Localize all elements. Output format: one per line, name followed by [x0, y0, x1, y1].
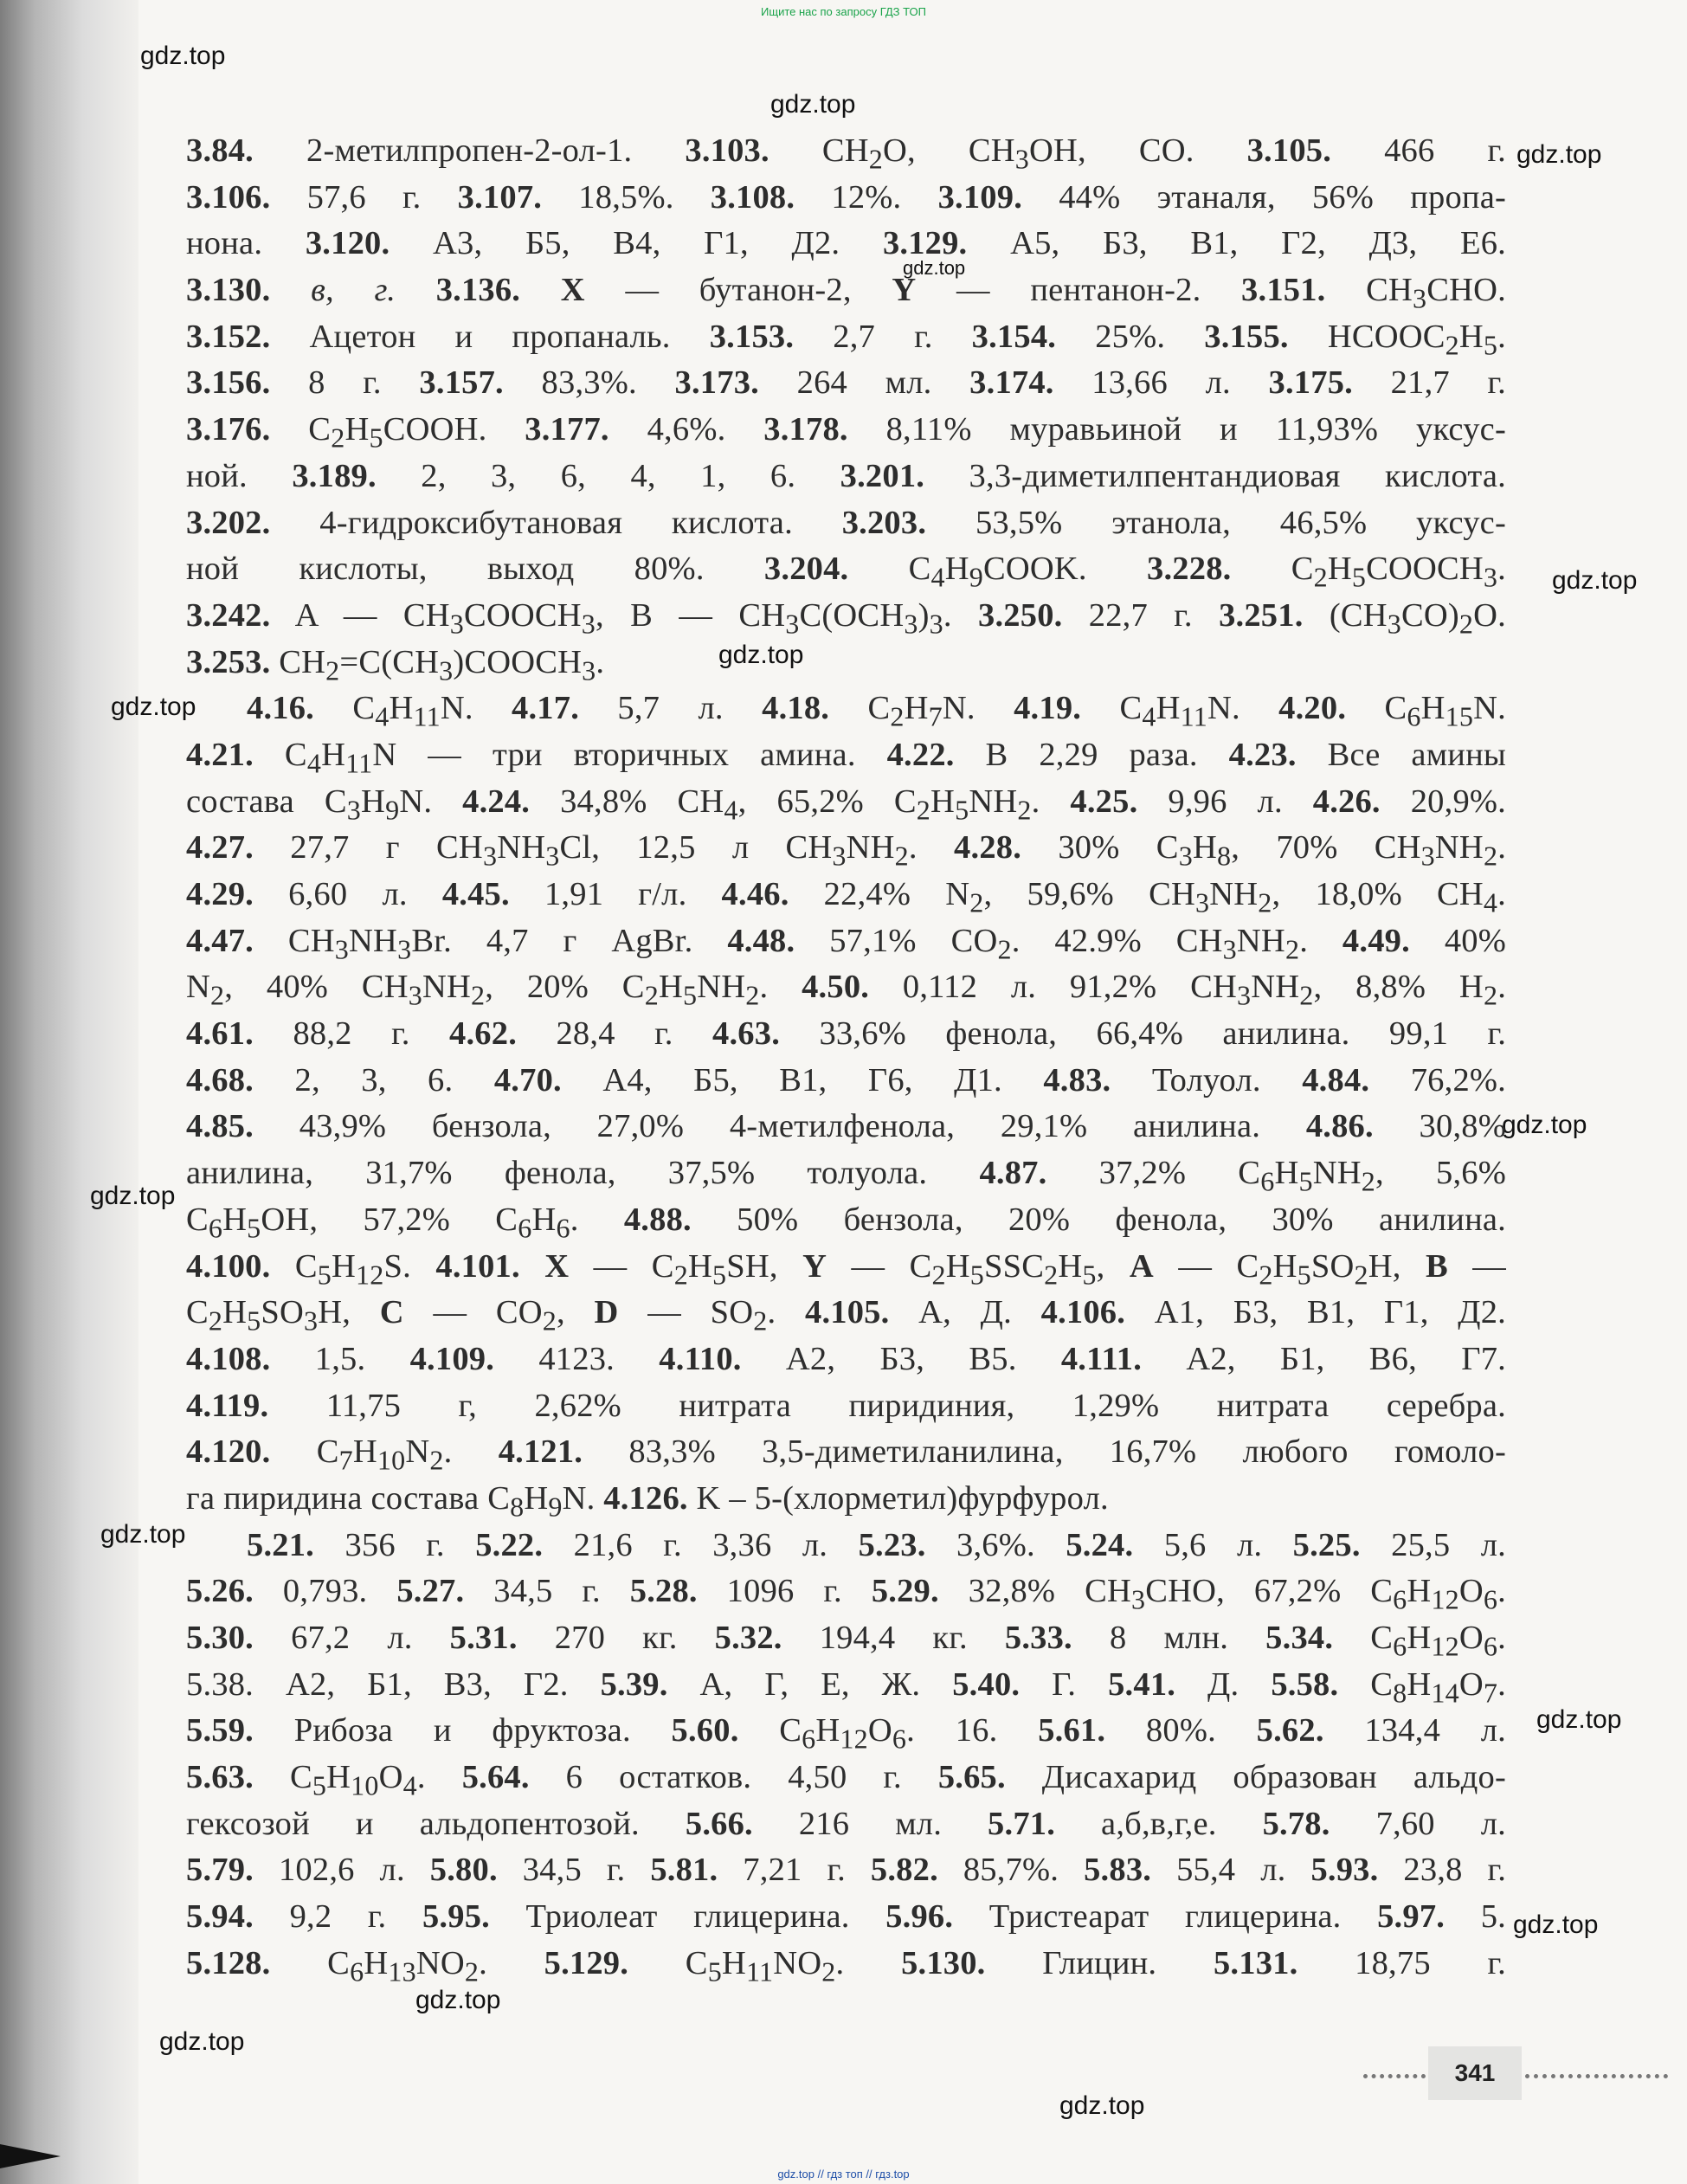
text-line: 4.21. $C_4H_{11}N$ — три вторичных амина. 4.22. В 2,29 раза. 4.23. Все амины	[186, 736, 1506, 779]
text-line: 5.21. 356 г. 5.22. 21,6 г. 3,36 л. 5.23. 3,6%. 5.24. 5,6 л. 5.25. 25,5 л.	[247, 1526, 1506, 1563]
page-number: 341	[1428, 2046, 1522, 2100]
top-banner: Ищите нас по запросу ГДЗ ТОП	[761, 5, 926, 18]
answers-text-block	[186, 128, 1506, 1988]
text-line: 3.242. A — $CH_3COOCH_3$, B — $CH_3C(OCH_3)_3$. 3.250. 22,7 г. 3.251. $(CH_3CO)_2O$.	[186, 596, 1507, 640]
text-line: 3.130. в, г. 3.136. X — бутанон-2, Y — пентанон-2. 3.151. $CH_3CHO$.	[186, 272, 1506, 314]
text-line: 4.100. $C_5H_{12}S$. 4.101. X — $C_2H_5SH$, Y — $C_2H_5SSC_2H_5$, A — $C_2H_5SO_2H$, B —	[186, 1247, 1506, 1291]
text-line: 4.120. $C_7H_{10}N_2$. 4.121. 83,3% 3,5-диметиланилина, 16,7% любого гомоло-	[186, 1433, 1506, 1476]
page-number-dots-right	[1525, 2071, 1668, 2078]
bottom-banner: gdz.top // гдз топ // гдз.top	[777, 2168, 910, 2181]
text-line: га пиридина состава $C_8H_9N$. 4.126. K – 5-(хлорметил)фурфурол.	[186, 1479, 1109, 1523]
text-line: нона. 3.120. А3, Б5, В4, Г1, Д2. 3.129. А5, Б3, В1, Г2, Д3, Е6.	[186, 225, 1506, 262]
text-line: 5.128. $C_6H_{13}NO_2$. 5.129. $C_5H_{11}NO_2$. 5.130. Глицин. 5.131. 18,75 г.	[186, 1944, 1506, 1988]
text-line: 3.202. 4-гидроксибутановая кислота. 3.203. 53,5% этанола, 46,5% уксус-	[186, 504, 1506, 541]
text-line: 5.79. 102,6 л. 5.80. 34,5 г. 5.81. 7,21 г. 5.82. 85,7%. 5.83. 55,4 л. 5.93. 23,8 г.	[186, 1852, 1507, 1889]
watermark: gdz.top	[159, 2027, 245, 2056]
text-line: 4.108. 1,5. 4.109. 4123. 4.110. А2, Б3, В5. 4.111. А2, Б1, В6, Г7.	[186, 1340, 1506, 1377]
watermark: gdz.top	[1536, 1705, 1622, 1734]
text-line: 4.61. 88,2 г. 4.62. 28,4 г. 4.63. 33,6% фенола, 66,4% анилина. 99,1 г.	[186, 1015, 1507, 1053]
text-line: 5.26. 0,793. 5.27. 34,5 г. 5.28. 1096 г. 5.29. 32,8% $CH_3CHO$, 67,2% $C_6H_{12}O_6$.	[186, 1573, 1506, 1615]
text-line: состава $C_3H_9N$. 4.24. 34,8% $CH_4$, 65,2% $C_2H_5NH_2$. 4.25. 9,96 л. 4.26. 20,9%.	[186, 783, 1507, 826]
text-line: ной. 3.189. 2, 3, 6, 4, 1, 6. 3.201. 3,3-диметилпентандиовая кислота.	[186, 457, 1506, 494]
text-line: 5.94. 9,2 г. 5.95. Триолеат глицерина. 5.96. Тристеарат глицерина. 5.97. 5.	[186, 1898, 1506, 1936]
book-spine-shadow	[0, 0, 138, 2184]
text-line: $C_2H_5SO_3H$, C — $CO_2$, D — $SO_2$. 4.105. А, Д. 4.106. А1, Б3, В1, Г1, Д2.	[186, 1294, 1506, 1337]
text-line: 4.47. $CH_3NH_3Br$. 4,7 г AgBr. 4.48. 57,1% $CO_2$. 42.9% $CH_3NH_2$. 4.49. 40%	[186, 922, 1506, 965]
watermark: gdz.top	[1502, 1111, 1587, 1139]
text-line: анилина, 31,7% фенола, 37,5% толуола. 4.87. 37,2% $C_6H_5NH_2$, 5,6%	[186, 1155, 1506, 1197]
text-line: 4.68. 2, 3, 6. 4.70. А4, Б5, В1, Г6, Д1. 4.83. Толуол. 4.84. 76,2%.	[186, 1061, 1506, 1098]
text-line: 3.152. Ацетон и пропаналь. 3.153. 2,7 г. 3.154. 25%. 3.155. $HCOOC_2H_5$.	[186, 318, 1506, 361]
watermark: gdz.top	[770, 90, 856, 119]
text-line: $C_6H_5OH$, 57,2% $C_6H_6$. 4.88. 50% бензола, 20% фенола, 30% анилина.	[186, 1201, 1506, 1244]
text-line: 5.30. 67,2 л. 5.31. 270 кг. 5.32. 194,4 кг. 5.33. 8 млн. 5.34. $C_6H_{12}O_6$.	[186, 1620, 1506, 1662]
text-line: 4.29. 6,60 л. 4.45. 1,91 г/л. 4.46. 22,4% $N_2$, 59,6% $CH_3NH_2$, 18,0% $CH_4$.	[186, 876, 1506, 918]
page-number-dots-left	[1363, 2071, 1426, 2078]
watermark: gdz.top	[100, 1520, 186, 1549]
text-line: $N_2$, 40% $CH_3NH_2$, 20% $C_2H_5NH_2$. 4.50. 0,112 л. 91,2% $CH_3NH_2$, 8,8% $H_2$.	[186, 969, 1507, 1012]
watermark: gdz.top	[140, 42, 226, 70]
watermark: gdz.top	[1552, 566, 1638, 595]
text-line: 3.176. $C_2H_5COOH$. 3.177. 4,6%. 3.178. 8,11% муравьиной и 11,93% уксус-	[186, 411, 1506, 454]
text-line: 4.27. 27,7 г $CH_3NH_3Cl$, 12,5 л $CH_3NH_2$. 4.28. 30% $C_3H_8$, 70% $CH_3NH_2$.	[186, 829, 1507, 872]
watermark: gdz.top	[111, 693, 196, 721]
text-line: 4.119. 11,75 г, 2,62% нитрата пиридиния, 1,29% нитрата серебра.	[186, 1387, 1506, 1424]
watermark: gdz.top	[718, 641, 804, 669]
text-line: 3.253. $CH_2=C(CH_3)COOCH_3$.	[186, 643, 605, 686]
text-line: ной кислоты, выход 80%. 3.204. $C_4H_9COOK$. 3.228. $C_2H_5COOCH_3$.	[186, 551, 1506, 593]
watermark: gdz.top	[415, 1986, 501, 2014]
text-line: 4.85. 43,9% бензола, 27,0% 4-метилфенола, 29,1% анилина. 4.86. 30,8%	[186, 1108, 1506, 1145]
watermark: gdz.top	[90, 1182, 176, 1210]
page-corner-mark	[0, 2144, 61, 2168]
watermark: gdz.top	[1059, 2091, 1145, 2120]
text-line: 4.16. $C_4H_{11}N$. 4.17. 5,7 л. 4.18. $C_2H_7N$. 4.19. $C_4H_{11}N$. 4.20. $C_6H_{15}N$.	[247, 690, 1506, 732]
watermark: gdz.top	[903, 257, 966, 279]
text-line: 5.59. Рибоза и фруктоза. 5.60. $C_6H_{12}O_6$. 16. 5.61. 80%. 5.62. 134,4 л.	[186, 1712, 1506, 1756]
text-line: 5.63. $C_5H_{10}O_4$. 5.64. 6 остатков. 4,50 г. 5.65. Дисахарид образован альдо-	[186, 1759, 1506, 1801]
text-line: 3.106. 57,6 г. 3.107. 18,5%. 3.108. 12%. 3.109. 44% этаналя, 56% пропа-	[186, 178, 1507, 216]
text-line: 3.156. 8 г. 3.157. 83,3%. 3.173. 264 мл. 3.174. 13,66 л. 3.175. 21,7 г.	[186, 364, 1506, 402]
text-line: гексозой и альдопентозой. 5.66. 216 мл. 5.71. а,б,в,г,е. 5.78. 7,60 л.	[186, 1805, 1506, 1842]
text-line: 5.38. А2, Б1, В3, Г2. 5.39. А, Г, Е, Ж. 5.40. Г. 5.41. Д. 5.58. $C_8H_{14}O_7$.	[186, 1665, 1506, 1709]
text-line: 3.84. 2-метилпропен-2-ол-1. 3.103. $CH_2O$, $CH_3OH$, CO. 3.105. 466 г.	[186, 132, 1506, 175]
watermark: gdz.top	[1513, 1910, 1599, 1939]
watermark: gdz.top	[1516, 140, 1602, 169]
